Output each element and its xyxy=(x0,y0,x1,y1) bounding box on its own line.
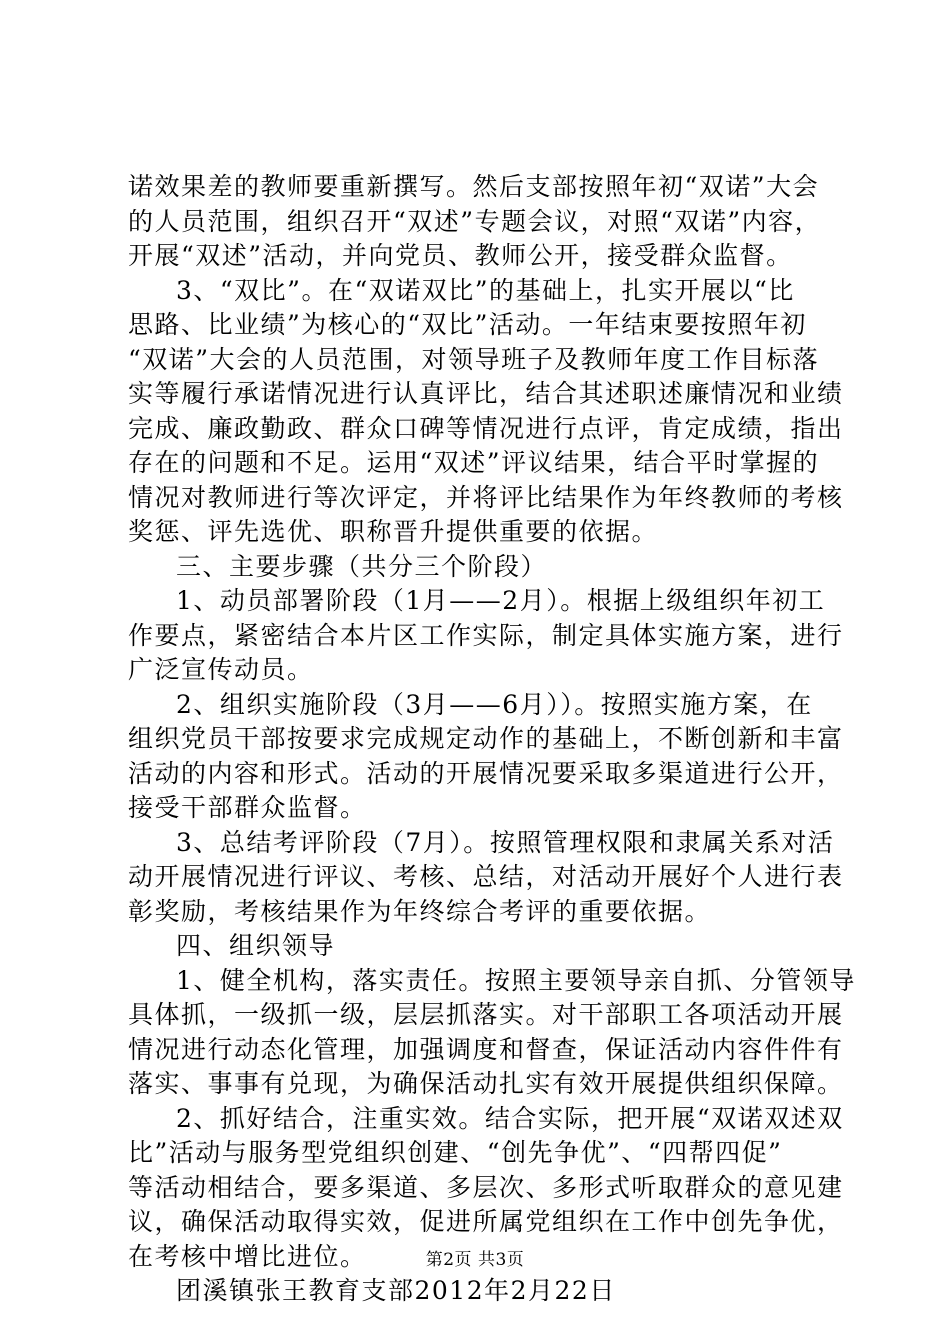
text-line: 存在的问题和不足。运用“双述”评议结果，结合平时掌握的 xyxy=(128,448,820,477)
text-line: 2、组织实施阶段（3月——6月））。按照实施方案，在 xyxy=(176,689,813,719)
text-line: 奖惩、评先选优、职称晋升提供重要的依据。 xyxy=(128,517,659,546)
text-line: 诺效果差的教师要重新撰写。然后支部按照年初“双诺”大会 xyxy=(128,172,820,201)
text-line: 议，确保活动取得实效，促进所属党组织在工作中创先争优， xyxy=(128,1207,844,1236)
text-line: 落实、事事有兑现，为确保活动扎实有效开展提供组织保障。 xyxy=(128,1069,844,1098)
text-line: 的人员范围，组织召开“双述”专题会议，对照“双诺”内容， xyxy=(128,206,822,236)
text-line: 团溪镇张王教育支部2012年2月22日 xyxy=(176,1276,616,1305)
text-line: 彰奖励，考核结果作为年终综合考评的重要依据。 xyxy=(128,896,712,926)
text-line: 3、总结考评阶段（7月）。按照管理权限和隶属关系对活 xyxy=(176,827,835,857)
text-line: 广泛宣传动员。 xyxy=(128,655,314,684)
document-body xyxy=(128,170,856,1309)
text-line: “双诺”大会的人员范围，对领导班子及教师年度工作目标落 xyxy=(128,344,820,374)
text-line: 思路、比业绩”为核心的“双比”活动。一年结束要按照年初 xyxy=(128,310,807,339)
text-line: 等活动相结合，要多渠道、多层次、多形式听取群众的意见建 xyxy=(128,1172,844,1202)
page-number-footer: 第2页 共3页 xyxy=(425,1250,525,1270)
text-line: 四、组织领导 xyxy=(176,931,336,960)
text-line: 完成、廉政勤政、群众口碑等情况进行点评，肯定成绩，指出 xyxy=(128,413,844,443)
text-line: 情况对教师进行等次评定，并将评比结果作为年终教师的考核 xyxy=(128,482,844,512)
text-line: 活动的内容和形式。活动的开展情况要采取多渠道进行公开， xyxy=(128,758,844,788)
text-line: 组织党员干部按要求完成规定动作的基础上，不断创新和丰富 xyxy=(128,724,844,753)
text-line: 动开展情况进行评议、考核、总结，对活动开展好个人进行表 xyxy=(128,862,844,891)
text-line: 在考核中增比进位。 xyxy=(128,1241,367,1271)
text-line: 情况进行动态化管理，加强调度和督查，保证活动内容件件有 xyxy=(128,1034,844,1064)
text-line: 1、动员部署阶段（1月——2月）。根据上级组织年初工 xyxy=(176,586,826,615)
text-line: 开展“双述”活动，并向党员、教师公开，接受群众监督。 xyxy=(128,241,793,270)
text-line: 3、“双比”。在“双诺双比”的基础上，扎实开展以“比 xyxy=(176,275,795,305)
text-line: 比”活动与服务型党组织创建、“创先争优”、“四帮四促” xyxy=(128,1138,783,1167)
text-line: 具体抓，一级抓一级，层层抓落实。对干部职工各项活动开展 xyxy=(128,1000,844,1029)
text-line: 三、主要步骤（共分三个阶段） xyxy=(176,551,548,581)
text-line: 接受干部群众监督。 xyxy=(128,793,367,822)
text-line: 2、抓好结合，注重实效。结合实际，把开展“双诺双述双 xyxy=(176,1103,844,1133)
text-line: 作要点，紧密结合本片区工作实际，制定具体实施方案，进行 xyxy=(128,620,844,650)
text-line: 1、健全机构，落实责任。按照主要领导亲自抓、分管领导 xyxy=(176,965,856,995)
text-line: 实等履行承诺情况进行认真评比，结合其述职述廉情况和业绩 xyxy=(128,379,844,408)
